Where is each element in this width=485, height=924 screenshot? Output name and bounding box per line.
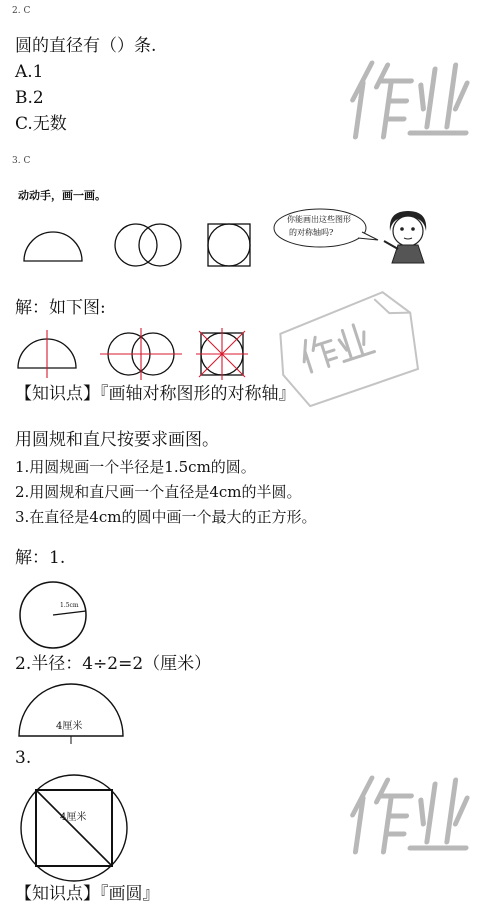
answer-circle-radius — [18, 580, 90, 652]
answer-label-q4: 解：1. — [15, 548, 66, 568]
answer-semicircle — [12, 328, 84, 380]
q4-prompt: 用圆规和直尺按要求画图。 — [15, 430, 219, 450]
diameter-label: 4厘米 — [56, 721, 83, 732]
watermark-zuoye-bottom — [345, 770, 485, 860]
q4-item-3: 3.在直径是4cm的圆中画一个最大的正方形。 — [15, 508, 317, 526]
option-a: A.1 — [15, 62, 44, 82]
speech-line-2: 的对称轴吗? — [289, 228, 334, 237]
option-b: B.2 — [15, 88, 44, 108]
radius-label: 1.5cm — [60, 602, 79, 609]
figure-semicircle — [22, 228, 84, 264]
watermark-zuoye-top — [345, 55, 485, 145]
question-text: 圆的直径有（）条. — [15, 36, 157, 56]
answer-circle-in-square — [194, 328, 250, 380]
question-number-2: 2. C — [12, 6, 31, 16]
option-c: C.无数 — [15, 114, 67, 134]
q4-step-2: 2.半径：4÷2=2（厘米） — [15, 654, 212, 674]
answer-two-circles — [100, 328, 182, 380]
q4-step-3: 3. — [15, 748, 32, 768]
instruction-text: 动动手，画一画。 — [18, 189, 106, 202]
figure-two-circles — [112, 222, 184, 268]
child-cartoon — [378, 205, 438, 265]
square-diagonal-label: 4厘米 — [60, 812, 87, 823]
question-number-3: 3. C — [12, 156, 31, 166]
answer-label-q3: 解：如下图: — [15, 298, 106, 318]
answer-circle-square — [18, 772, 130, 884]
knowledge-point-q4: 【知识点】『画圆』 — [15, 884, 160, 904]
q4-item-1: 1.用圆规画一个半径是1.5cm的圆。 — [15, 458, 256, 476]
figure-circle-in-square — [206, 222, 252, 268]
knowledge-point-q3: 【知识点】『画轴对称图形的对称轴』 — [15, 384, 296, 404]
speech-line-1: 你能画出这些图形 — [287, 215, 351, 224]
q4-item-2: 2.用圆规和直尺画一个直径是4cm的半圆。 — [15, 483, 302, 501]
answer-semicircle-diameter — [16, 684, 128, 746]
